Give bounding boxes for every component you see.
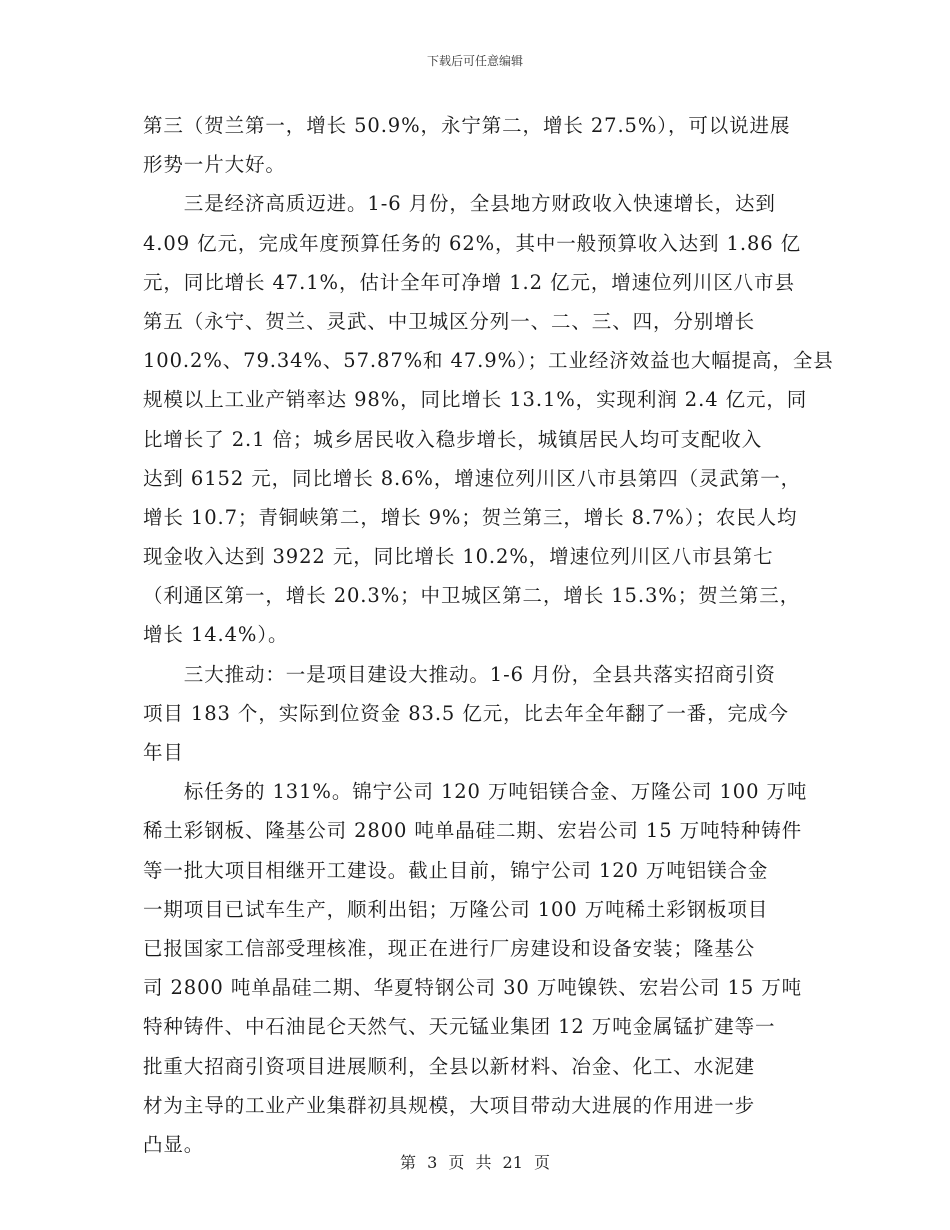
page-header: 下载后可任意编辑 xyxy=(426,54,523,68)
text-line: 材为主导的工业产业集群初具规模，大项目带动大进展的作用进一步 xyxy=(143,1093,756,1117)
text-line: 元，同比增长 47.1%，估计全年可净增 1.2 亿元，增速位列川区八市县 xyxy=(143,270,795,294)
text-line: 年目 xyxy=(143,741,184,764)
text-line: 三是经济高质迈进。1-6 月份，全县地方财政收入快速增长，达到 xyxy=(143,192,776,216)
text-line: 司 2800 吨单晶硅二期、华夏特钢公司 30 万吨镍铁、宏岩公司 15 万吨 xyxy=(143,976,803,1000)
text-line: 批重大招商引资项目进展顺利，全县以新材料、冶金、化工、水泥建 xyxy=(143,1054,756,1078)
text-line: 现金收入达到 3922 元，同比增长 10.2%，增速位列川区八市县第七 xyxy=(143,545,774,569)
text-line: 规模以上工业产销率达 98%，同比增长 13.1%，实现利润 2.4 亿元，同 xyxy=(143,388,808,412)
text-line: （利通区第一，增长 20.3%；中卫城区第二，增长 15.3%；贺兰第三， xyxy=(143,584,801,608)
text-line: 项目 183 个，实际到位资金 83.5 亿元，比去年全年翻了一番，完成今 xyxy=(143,701,789,725)
text-line: 达到 6152 元，同比增长 8.6%，增速位列川区八市县第四（灵武第一， xyxy=(143,466,802,490)
text-line: 稀土彩钢板、隆基公司 2800 吨单晶硅二期、宏岩公司 15 万吨特种铸件 xyxy=(143,819,803,843)
text-line: 形势一片大好。 xyxy=(143,153,286,177)
text-line: 标任务的 131%。锦宁公司 120 万吨铝镁合金、万隆公司 100 万吨 xyxy=(143,780,808,804)
text-line: 已报国家工信部受理核准，现正在进行厂房建设和设备安装；隆基公 xyxy=(143,936,756,960)
text-line: 凸显。 xyxy=(143,1132,205,1156)
text-line: 增长 10.7；青铜峡第二，增长 9%；贺兰第三，增长 8.7%）；农民人均 xyxy=(143,505,798,529)
text-line: 第三（贺兰第一，增长 50.9%，永宁第二，增长 27.5%），可以说进展 xyxy=(143,114,791,137)
text-line: 4.09 亿元，完成年度预算任务的 62%，其中一般预算收入达到 1.86 亿 xyxy=(143,231,802,255)
page-number: 第 3 页 共 21 页 xyxy=(400,1153,550,1172)
text-line: 三大推动：一是项目建设大推动。1-6 月份，全县共落实招商引资 xyxy=(143,662,776,686)
text-line: 比增长了 2.1 倍；城乡居民收入稳步增长，城镇居民人均可支配收入 xyxy=(143,427,763,451)
text-line: 一期项目已试车生产，顺利出铝；万隆公司 100 万吨稀土彩钢板项目 xyxy=(143,897,769,921)
text-line: 100.2%、79.34%、57.87%和 47.9%）；工业经济效益也大幅提高，全县 xyxy=(143,349,834,373)
text-line: 等一批大项目相继开工建设。截止目前，锦宁公司 120 万吨铝镁合金 xyxy=(143,858,769,882)
text-line: 增长 14.4%）。 xyxy=(143,623,289,647)
text-line: 特种铸件、中石油昆仑天然气、天元锰业集团 12 万吨金属锰扩建等一 xyxy=(143,1015,776,1039)
text-line: 第五（永宁、贺兰、灵武、中卫城区分列一、二、三、四，分别增长 xyxy=(143,309,756,333)
document-body xyxy=(143,106,834,1164)
